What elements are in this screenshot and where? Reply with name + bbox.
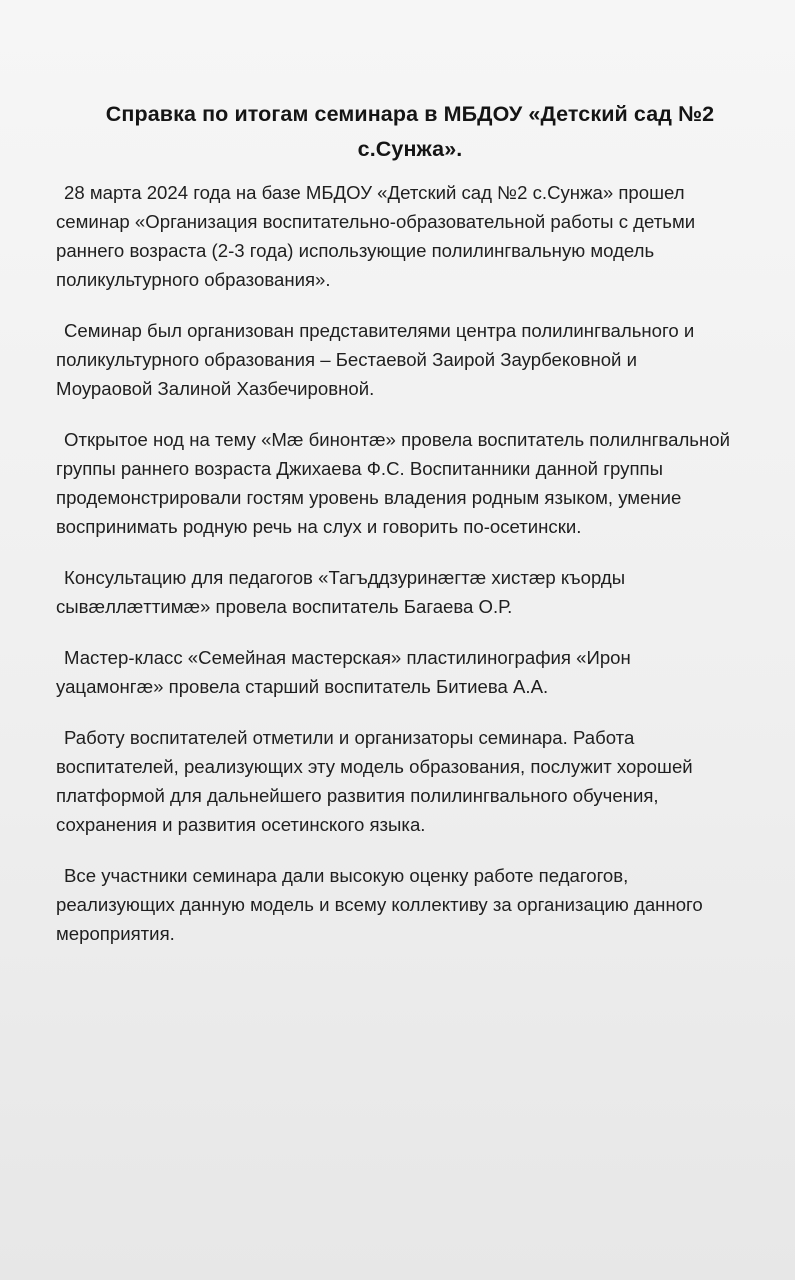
paragraph-line: Все участники семинара дали высокую оценку работе педагогов, (64, 865, 629, 886)
paragraph-open-lesson (56, 425, 786, 541)
document-title-line-1: Справка по итогам семинара в МБДОУ «Детский сад №2 (105, 102, 715, 126)
paragraph-seminar-info (56, 178, 786, 294)
paragraph-line: продемонстрировали гостям уровень владения родным языком, умение (56, 487, 682, 508)
paragraph-organizers (56, 316, 786, 403)
paragraph-line: Семинар был организован представителями центра полилингвального и (64, 320, 695, 341)
paragraph-conclusion (56, 861, 786, 948)
paragraph-line: поликультурного образования – Бестаевой Заирой Заурбековной и (56, 349, 637, 370)
document-title-line-2: с.Сунжа». (357, 137, 463, 161)
paragraph-line: семинар «Организация воспитательно-образовательной работы с детьми (56, 211, 696, 232)
paragraph-line: реализующих данную модель и всему коллективу за организацию данного (56, 894, 703, 915)
paragraph-line: раннего возраста (2-3 года) использующие полилингвальную модель (56, 240, 655, 261)
paragraph-line: Открытое нод на тему «Мæ бинонтæ» провела воспитатель полилнгвальной (64, 429, 730, 450)
paragraph-line: 28 марта 2024 года на базе МБДОУ «Детский сад №2 с.Сунжа» прошел (64, 182, 685, 203)
paragraph-line: поликультурного образования». (56, 269, 331, 290)
document-body (56, 178, 786, 970)
paragraph-line: сохранения и развития осетинского языка. (56, 814, 426, 835)
paragraph-line: группы раннего возраста Джихаева Ф.С. Воспитанники данной группы (56, 458, 663, 479)
paragraph-line: воспринимать родную речь на слух и говорить по-осетински. (56, 516, 582, 537)
paragraph-line: Мастер-класс «Семейная мастерская» пластилинография «Ирон (64, 647, 631, 668)
paragraph-line: Консультацию для педагогов «Тагъддзуринæгтæ хистæр къорды (64, 567, 626, 588)
paragraph-line: Работу воспитателей отметили и организаторы семинара. Работа (64, 727, 635, 748)
paragraph-line: уацамонгæ» провела старший воспитатель Битиева А.А. (56, 676, 549, 697)
paragraph-master-class (56, 643, 786, 701)
paragraph-line: сывæллæттимæ» провела воспитатель Багаева О.Р. (56, 596, 513, 617)
paragraph-line: платформой для дальнейшего развития полилингвального обучения, (56, 785, 659, 806)
paragraph-line: мероприятия. (56, 923, 175, 944)
paragraph-line: Моураовой Залиной Хазбечировной. (56, 378, 375, 399)
paragraph-line: воспитателей, реализующих эту модель образования, послужит хорошей (56, 756, 693, 777)
paragraph-consultation (56, 563, 786, 621)
document-title (60, 97, 760, 167)
paragraph-evaluation (56, 723, 786, 839)
